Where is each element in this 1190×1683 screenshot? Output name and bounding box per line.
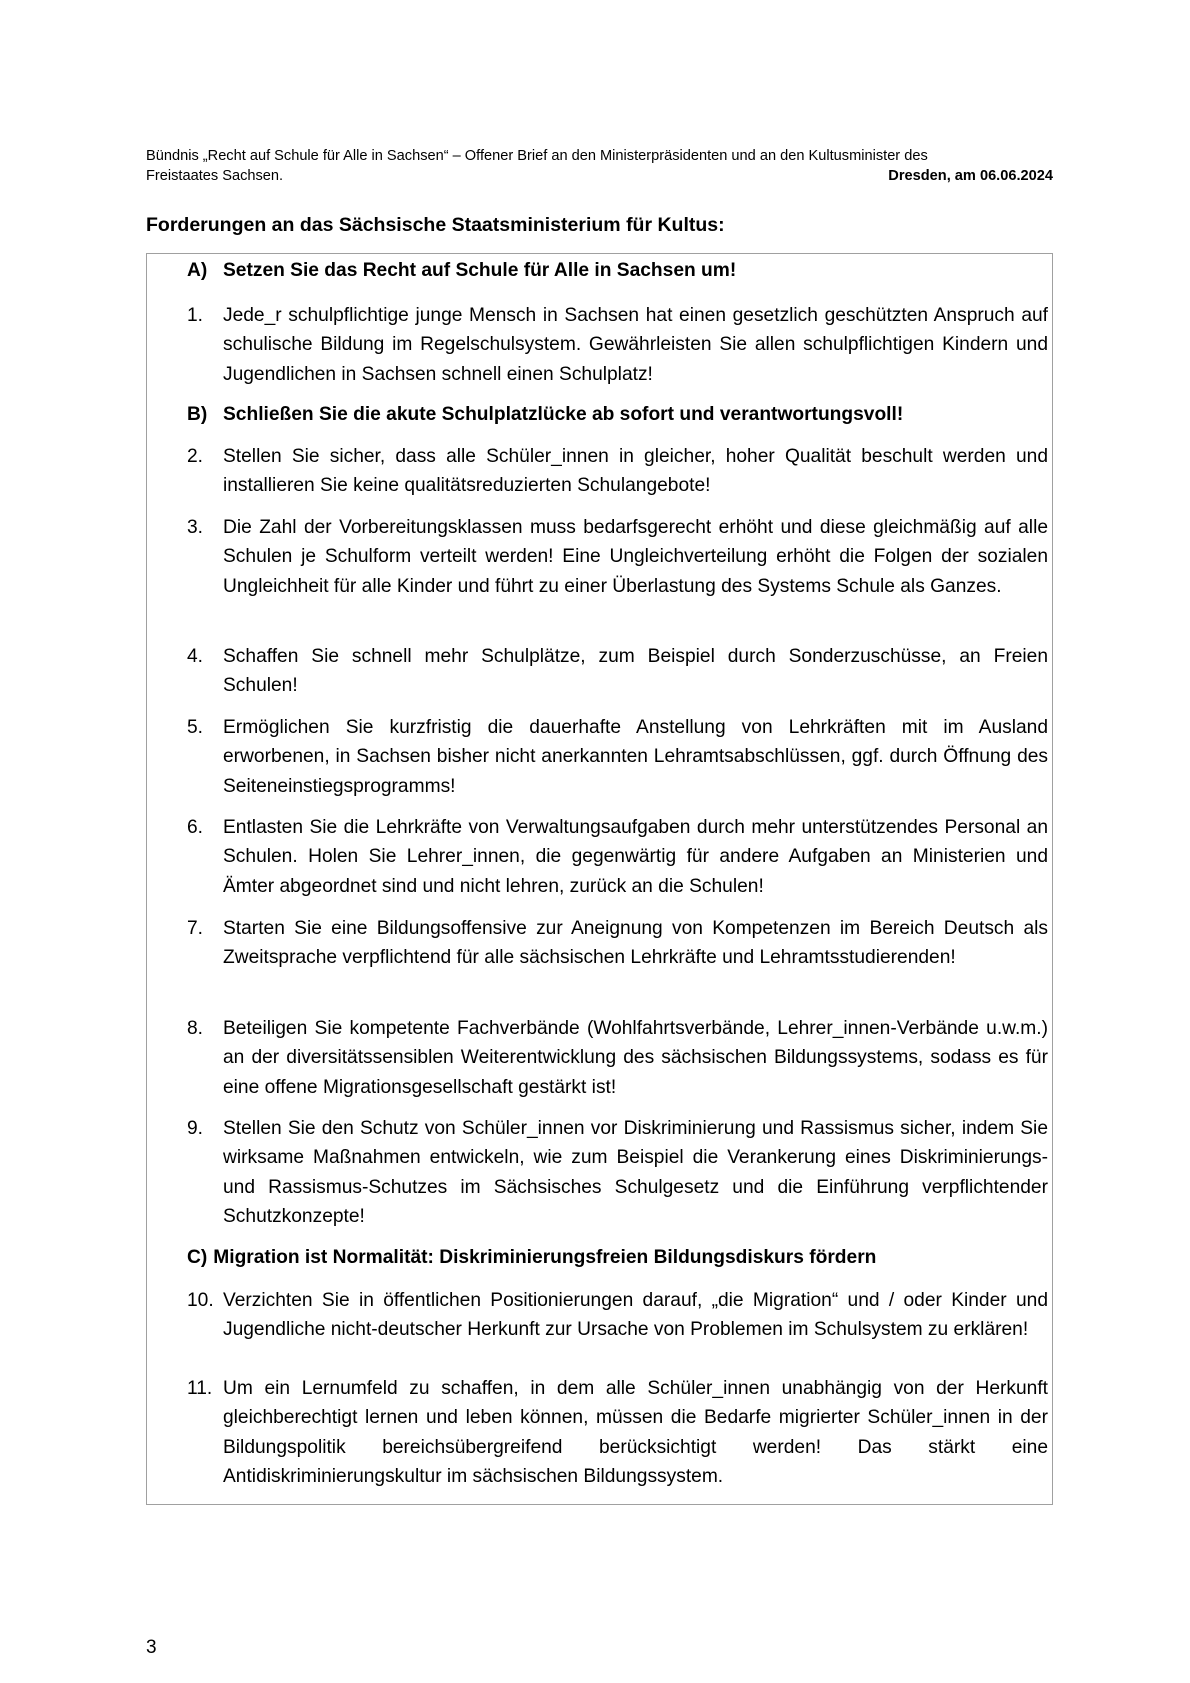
list-item (187, 1286, 1048, 1345)
list-item (187, 914, 1048, 973)
header-date: Dresden, am 06.06.2024 (888, 168, 1053, 184)
item-text: Stellen Sie sicher, dass alle Schüler_innen in gleicher, hoher Qualität beschult werden und installieren Sie keine qualitätsreduzierten Schulangebote! (223, 446, 1048, 497)
item-text: Beteiligen Sie kompetente Fachverbände (Wohlfahrtsverbände, Lehrer_innen-Verbände u.w.m.) an der diversitätssensiblen Weiterentwicklung des sächsischen Bildungssystems, sodass es für eine offene Migrationsgesellschaft gestärkt ist! (223, 1018, 1048, 1098)
section-text: Setzen Sie das Recht auf Schule für Alle in Sachsen um! (223, 260, 737, 281)
section-label: C) (187, 1247, 208, 1268)
list-item (187, 713, 1048, 801)
page-number: 3 (146, 1637, 157, 1658)
page-title: Forderungen an das Sächsische Staatsministerium für Kultus: (146, 214, 725, 236)
list-item (187, 1014, 1048, 1102)
item-text: Schaffen Sie schnell mehr Schulplätze, zum Beispiel durch Sonderzuschüsse, an Freien Schulen! (223, 646, 1048, 697)
section-c-heading (187, 1243, 876, 1272)
list-item (187, 1114, 1048, 1231)
item-number: 8. (187, 1018, 204, 1039)
page-header (146, 146, 1053, 186)
section-label: B) (187, 404, 208, 425)
item-number: 1. (187, 305, 204, 326)
item-number: 2. (187, 446, 204, 467)
list-item (187, 1374, 1048, 1491)
item-text: Stellen Sie den Schutz von Schüler_innen vor Diskriminierung und Rassismus sicher, indem Sie wirksame Maßnahmen entwickeln, wie zum Beispiel die Verankerung eines Diskriminierungs- und Rassismus-Schutzes im Sächsisches Schulgesetz und die Einführung verpflichtender Schutzkonzepte! (223, 1118, 1048, 1227)
item-text: Entlasten Sie die Lehrkräfte von Verwaltungsaufgaben durch mehr unterstützendes Personal an Schulen. Holen Sie Lehrer_innen, die gegenwärtig für andere Aufgaben an Ministerien und Ämter abgeordnet sind und nicht lehren, zurück an die Schulen! (223, 817, 1048, 897)
section-text: Migration ist Normalität: Diskriminierungsfreien Bildungsdiskurs fördern (213, 1247, 877, 1268)
item-text: Starten Sie eine Bildungsoffensive zur Aneignung von Kompetenzen im Bereich Deutsch als Zweitsprache verpflichtend für alle sächsischen Lehrkräfte und Lehramtsstudierenden! (223, 918, 1048, 969)
item-number: 3. (187, 517, 204, 538)
list-item (187, 513, 1048, 601)
section-a-heading (187, 256, 736, 285)
section-b-heading (187, 400, 903, 429)
item-number: 5. (187, 717, 204, 738)
item-text: Verzichten Sie in öffentlichen Positionierungen darauf, „die Migration“ und / oder Kinder und Jugendliche nicht-deutscher Herkunft zur Ursache von Problemen im Schulsystem zu erklären! (223, 1290, 1048, 1341)
item-number: 4. (187, 646, 204, 667)
list-item (187, 642, 1048, 701)
list-item (187, 442, 1048, 501)
item-number: 11. (187, 1378, 213, 1399)
item-text: Jede_r schulpflichtige junge Mensch in Sachsen hat einen gesetzlich geschützten Anspruch auf schulische Bildung im Regelschulsystem. Gewährleisten Sie allen schulpflichtigen Kindern und Jugendlichen in Sachsen schnell einen Schulplatz! (223, 305, 1048, 385)
item-text: Um ein Lernumfeld zu schaffen, in dem alle Schüler_innen unabhängig von der Herkunft gleichberechtigt lernen und leben können, müssen die Bedarfe migrierter Schüler_innen in der Bildungspolitik bereichsübergreifend berücksichtigt werden! Das stärkt eine Antidiskriminierungskultur im sächsischen Bildungssystem. (223, 1378, 1048, 1487)
section-label: A) (187, 260, 208, 281)
header-line-1: Bündnis „Recht auf Schule für Alle in Sachsen“ – Offener Brief an den Ministerpräsidenten und an den Kultusminister des (146, 148, 928, 164)
list-item (187, 813, 1048, 901)
item-text: Die Zahl der Vorbereitungsklassen muss bedarfsgerecht erhöht und diese gleichmäßig auf alle Schulen je Schulform verteilt werden! Eine Ungleichverteilung erhöht die Folgen der sozialen Ungleichheit für alle Kinder und führt zu einer Überlastung des Systems Schule als Ganzes. (223, 517, 1048, 597)
item-number: 9. (187, 1118, 204, 1139)
header-line-2: Freistaates Sachsen. (146, 168, 284, 184)
item-number: 6. (187, 817, 204, 838)
section-text: Schließen Sie die akute Schulplatzlücke ab sofort und verantwortungsvoll! (223, 404, 904, 425)
list-item (187, 301, 1048, 389)
item-number: 7. (187, 918, 204, 939)
item-text: Ermöglichen Sie kurzfristig die dauerhafte Anstellung von Lehrkräften mit im Ausland erworbenen, in Sachsen bisher nicht anerkannten Lehramtsabschlüssen, ggf. durch Öffnung des Seiteneinstiegsprogramms! (223, 717, 1048, 797)
item-number: 10. (187, 1290, 214, 1311)
